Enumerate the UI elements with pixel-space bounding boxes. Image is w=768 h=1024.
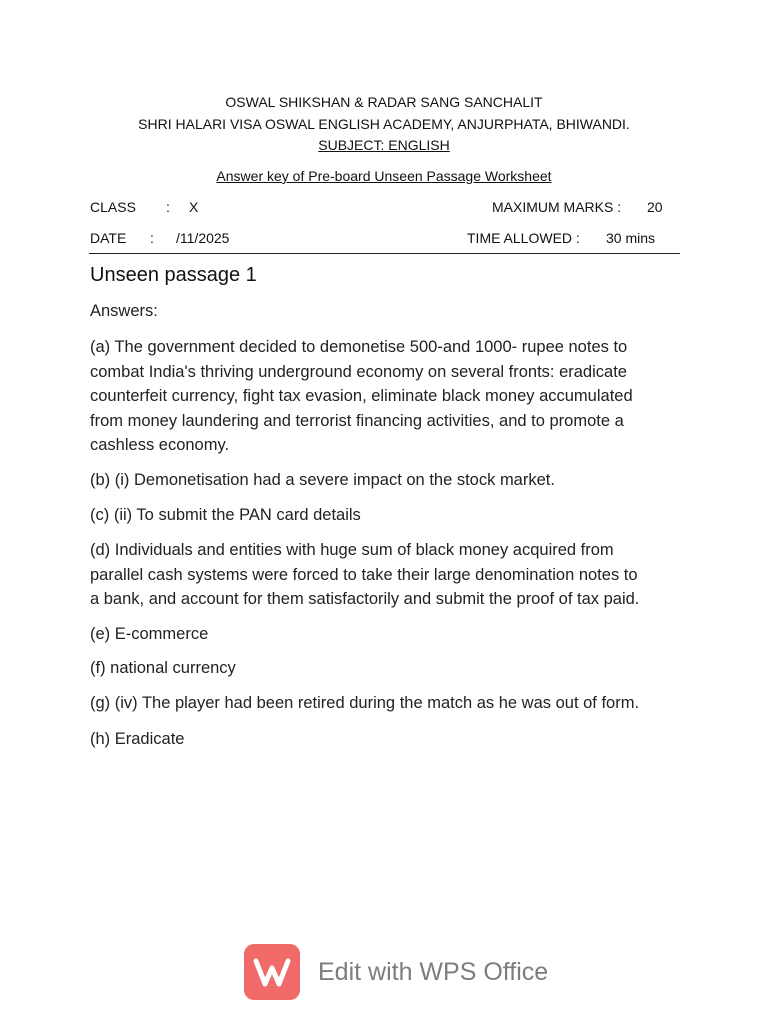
- header-organisation: OSWAL SHIKSHAN & RADAR SANG SANCHALIT: [225, 94, 543, 110]
- header-school: SHRI HALARI VISA OSWAL ENGLISH ACADEMY, ANJURPHATA, BHIWANDI.: [138, 116, 630, 132]
- answer-e: (e) E-commerce: [90, 625, 209, 643]
- answer-g: (g) (iv) The player had been retired during the match as he was out of form.: [90, 694, 640, 712]
- wps-w-glyph-icon: [244, 944, 300, 1000]
- wps-logo-icon[interactable]: [244, 944, 300, 1000]
- answers-label: Answers:: [90, 302, 158, 320]
- answer-d-line: a bank, and account for them satisfactorily and submit the proof of tax paid.: [90, 590, 640, 608]
- answer-d-line: (d) Individuals and entities with huge sum of black money acquired from: [90, 541, 614, 559]
- time-allowed-value: 30 mins: [606, 230, 656, 246]
- header-subject: SUBJECT: ENGLISH: [318, 137, 450, 153]
- answer-d-line: parallel cash systems were forced to take their large denomination notes to: [90, 565, 638, 584]
- date-value: /11/2025: [176, 230, 230, 246]
- time-allowed-label: TIME ALLOWED :: [467, 230, 580, 246]
- section-title: Unseen passage 1: [90, 264, 257, 286]
- class-value: X: [189, 199, 199, 215]
- answer-c: (c) (ii) To submit the PAN card details: [90, 506, 361, 524]
- answer-b: (b) (i) Demonetisation had a severe impact on the stock market.: [90, 471, 555, 489]
- max-marks-value: 20: [647, 199, 663, 215]
- document-title: Answer key of Pre-board Unseen Passage Worksheet: [216, 168, 552, 184]
- answer-h: (h) Eradicate: [90, 730, 185, 748]
- class-separator: :: [166, 199, 170, 215]
- answer-a-line: (a) The government decided to demonetise 500-and 1000- rupee notes to: [90, 338, 628, 356]
- answer-d: [90, 538, 690, 612]
- max-marks-label: MAXIMUM MARKS :: [492, 199, 622, 215]
- class-label: CLASS: [90, 199, 136, 215]
- answer-a-line: cashless economy.: [90, 436, 230, 454]
- answer-a-line: from money laundering and terrorist financing activities, and to promote a: [90, 411, 624, 430]
- edit-with-wps-link[interactable]: Edit with WPS Office: [318, 958, 549, 986]
- answer-f: (f) national currency: [90, 659, 236, 677]
- answer-a-line: combat India's thriving underground economy on several fronts: eradicate: [90, 362, 627, 381]
- date-separator: :: [150, 230, 154, 246]
- answer-a: [90, 335, 690, 458]
- header-divider: [89, 253, 680, 254]
- answer-a-line: counterfeit currency, fight tax evasion, eliminate black money accumulated: [90, 387, 633, 405]
- date-label: DATE: [90, 230, 127, 246]
